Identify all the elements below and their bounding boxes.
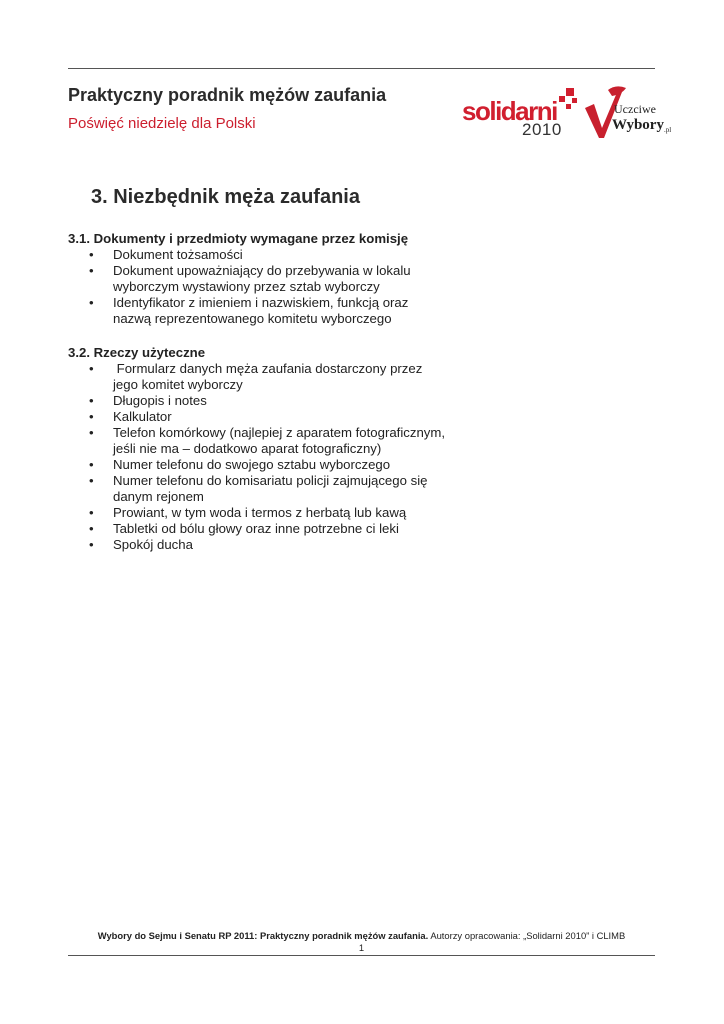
section-title: 3. Niezbędnik męża zaufania (91, 186, 360, 208)
document-title: Praktyczny poradnik mężów zaufania (68, 85, 387, 105)
list-item: • Numer telefonu do komisariatu policji zajmującego się danym rejonem (89, 473, 428, 504)
solidarni-logo-year: 2010 (522, 120, 562, 139)
bullet-icon: • (89, 361, 94, 376)
list-item: • Formularz danych męża zaufania dostarczony przez jego komitet wyborczy (89, 361, 423, 392)
list-item: • Prowiant, w tym woda i termos z herbatą lub kawą (89, 505, 407, 520)
uczciwe-logo-line2: Wybory (612, 117, 664, 133)
list-item: • Długopis i notes (89, 393, 207, 408)
header-rule (68, 68, 655, 69)
list-item: • Dokument upoważniający do przebywania w lokalu wyborczym wystawiony przez sztab wyborczy (89, 263, 411, 294)
subsection-heading: 3.2. Rzeczy użyteczne (68, 345, 206, 360)
list-item: • Dokument tożsamości (89, 247, 243, 262)
solidarni-logo-word: solidarni (462, 96, 557, 126)
footer-credits (68, 930, 655, 942)
list-item: • Identyfikator z imieniem i nazwiskiem, funkcją oraz nazwą reprezentowanego komitetu wyborczego (89, 295, 409, 326)
list-item: • Kalkulator (89, 409, 172, 424)
list-item: • Numer telefonu do swojego sztabu wyborczego (89, 457, 391, 472)
bullet-icon: • (89, 537, 94, 552)
subsection-heading: 3.1. Dokumenty i przedmioty wymagane przez komisję (68, 231, 409, 246)
footer-title: Wybory do Sejmu i Senatu RP 2011: Praktyczny poradnik mężów zaufania. (97, 930, 429, 941)
page-footer (68, 930, 655, 954)
page-number: 1 (358, 942, 365, 953)
bullet-icon: • (89, 247, 94, 262)
footer-rule (68, 955, 655, 956)
footer-authors: Autorzy opracowania: „Solidarni 2010” i CLIMB (428, 930, 626, 941)
bullet-icon: • (89, 425, 94, 440)
bullet-icon: • (89, 393, 94, 408)
uczciwe-wybory-logo (582, 82, 674, 142)
bullet-list (68, 361, 488, 553)
bullet-list (68, 247, 488, 327)
uczciwe-logo-suffix: .pl (664, 126, 672, 134)
list-item: • Telefon komórkowy (najlepiej z aparatem fotograficznym, jeśli nie ma – dodatkowo aparat fotograficzny) (89, 425, 446, 456)
list-item: • Spokój ducha (89, 537, 193, 552)
list-item: • Tabletki od bólu głowy oraz inne potrzebne ci leki (89, 521, 399, 536)
bullet-icon: • (89, 521, 94, 536)
uczciwe-logo-line1: Uczciwe (614, 102, 656, 116)
bullet-icon: • (89, 263, 94, 278)
bullet-icon: • (89, 505, 94, 520)
solidarni-2010-logo (462, 82, 580, 140)
document-subtitle: Poświęć niedzielę dla Polski (68, 115, 256, 132)
bullet-icon: • (89, 473, 94, 488)
bullet-icon: • (89, 457, 94, 472)
bullet-icon: • (89, 409, 94, 424)
bullet-icon: • (89, 295, 94, 310)
document-body (68, 231, 488, 553)
